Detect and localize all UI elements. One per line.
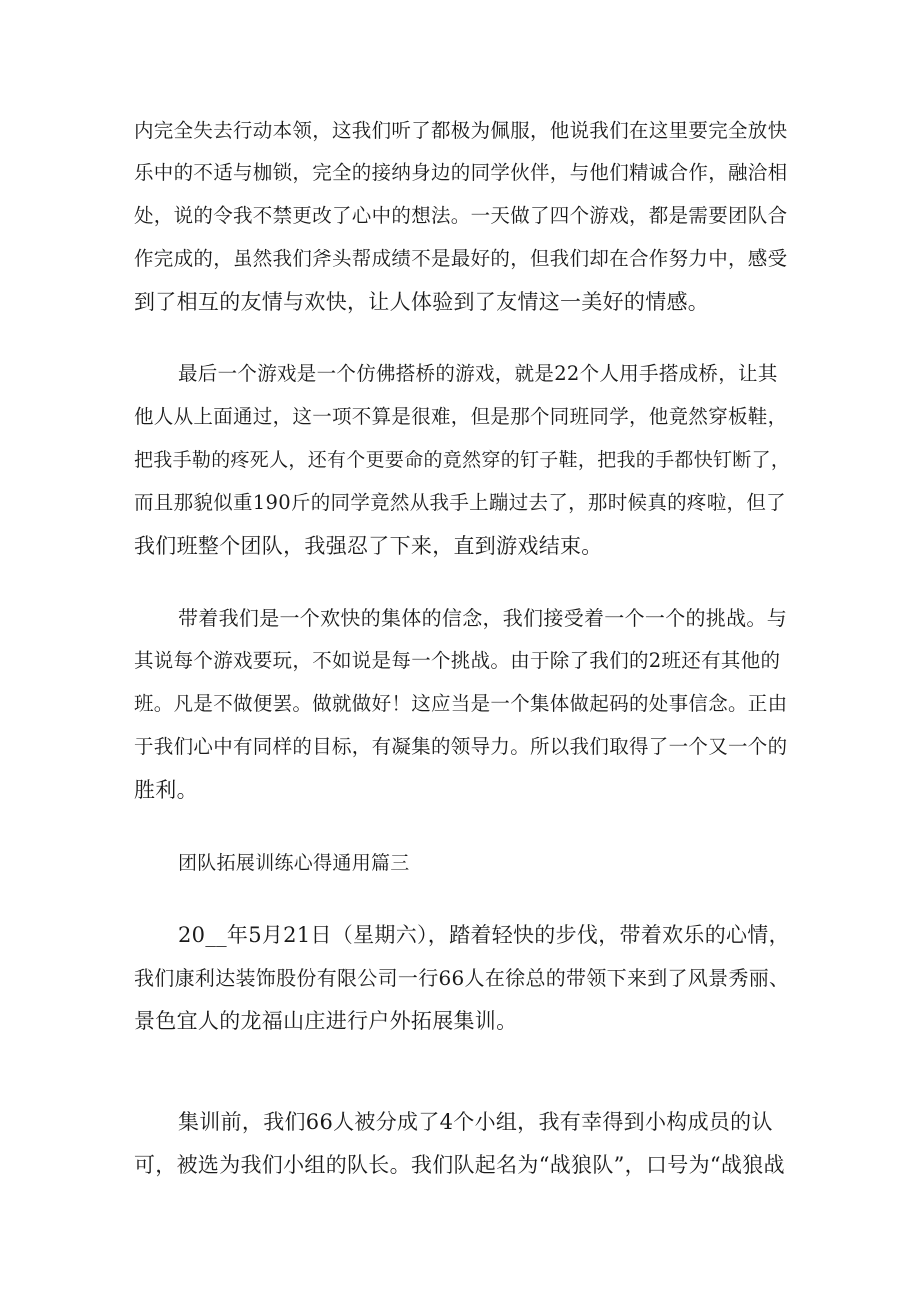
paragraph-5-line-1: 集训前，我们66人被分成了4个小组，我有幸得到小构成员的认: [178, 1110, 773, 1134]
paragraph-1-line-4: 作完成的，虽然我们斧头帮成绩不是最好的，但我们却在合作努力中，感受: [134, 247, 788, 270]
paragraph-1-line-2: 乐中的不适与枷锁，完全的接纳身边的同学伙伴，与他们精诚合作，融洽相: [134, 161, 788, 184]
paragraph-3-line-5: 胜利。: [134, 778, 198, 802]
section-heading: 团队拓展训练心得通用篇三: [178, 852, 410, 874]
paragraph-1-line-1: 内完全失去行动本领，这我们听了都极为佩服，他说我们在这里要完全放快: [134, 119, 788, 142]
paragraph-2-line-1: 最后一个游戏是一个仿佛搭桥的游戏，就是22个人用手搭成桥，让其: [178, 362, 778, 385]
paragraph-2-line-3: 把我手勒的疼死人，还有个更要命的竟然穿的钉子鞋，把我的手都快钉断了，: [134, 449, 791, 471]
paragraph-2-line-4: 而且那貌似重190斤的同学竟然从我手上蹦过去了，那时候真的疼啦，但了: [134, 491, 786, 514]
paragraph-3-line-1: 带着我们是一个欢快的集体的信念，我们接受着一个一个的挑战。与: [178, 606, 787, 630]
paragraph-3-line-4: 于我们心中有同样的目标，有凝集的领导力。所以我们取得了一个又一个的: [134, 735, 788, 758]
paragraph-4-line-3: 景色宜人的龙福山庄进行户外拓展集训。: [134, 1009, 518, 1033]
paragraph-1-line-5: 到了相互的友情与欢快，让人体验到了友情这一美好的情感。: [134, 290, 710, 314]
paragraph-5-line-2: 可，被选为我们小组的队长。我们队起名为“战狼队”，口号为“战狼战: [134, 1153, 785, 1177]
paragraph-2-line-2: 他人从上面通过，这一项不算是很难，但是那个同班同学，他竟然穿板鞋，: [134, 405, 788, 428]
paragraph-2-line-5: 我们班整个团队，我强忍了下来，直到游戏结束。: [134, 534, 603, 558]
paragraph-1-line-3: 处，说的令我不禁更改了心中的想法。一天做了四个游戏，都是需要团队合: [134, 204, 788, 227]
paragraph-3-line-3: 班。凡是不做便罢。做就做好！这应当是一个集体做起码的处事信念。正由: [134, 692, 788, 715]
paragraph-3-line-2: 其说每个游戏要玩，不如说是每一个挑战。由于除了我们的2班还有其他的: [134, 649, 781, 672]
paragraph-4-line-2: 我们康利达装饰股份有限公司一行66人在徐总的带领下来到了风景秀丽、: [134, 966, 790, 990]
paragraph-4-line-1: 20__年5月21日（星期六），踏着轻快的步伐，带着欢乐的心情，: [178, 923, 790, 947]
